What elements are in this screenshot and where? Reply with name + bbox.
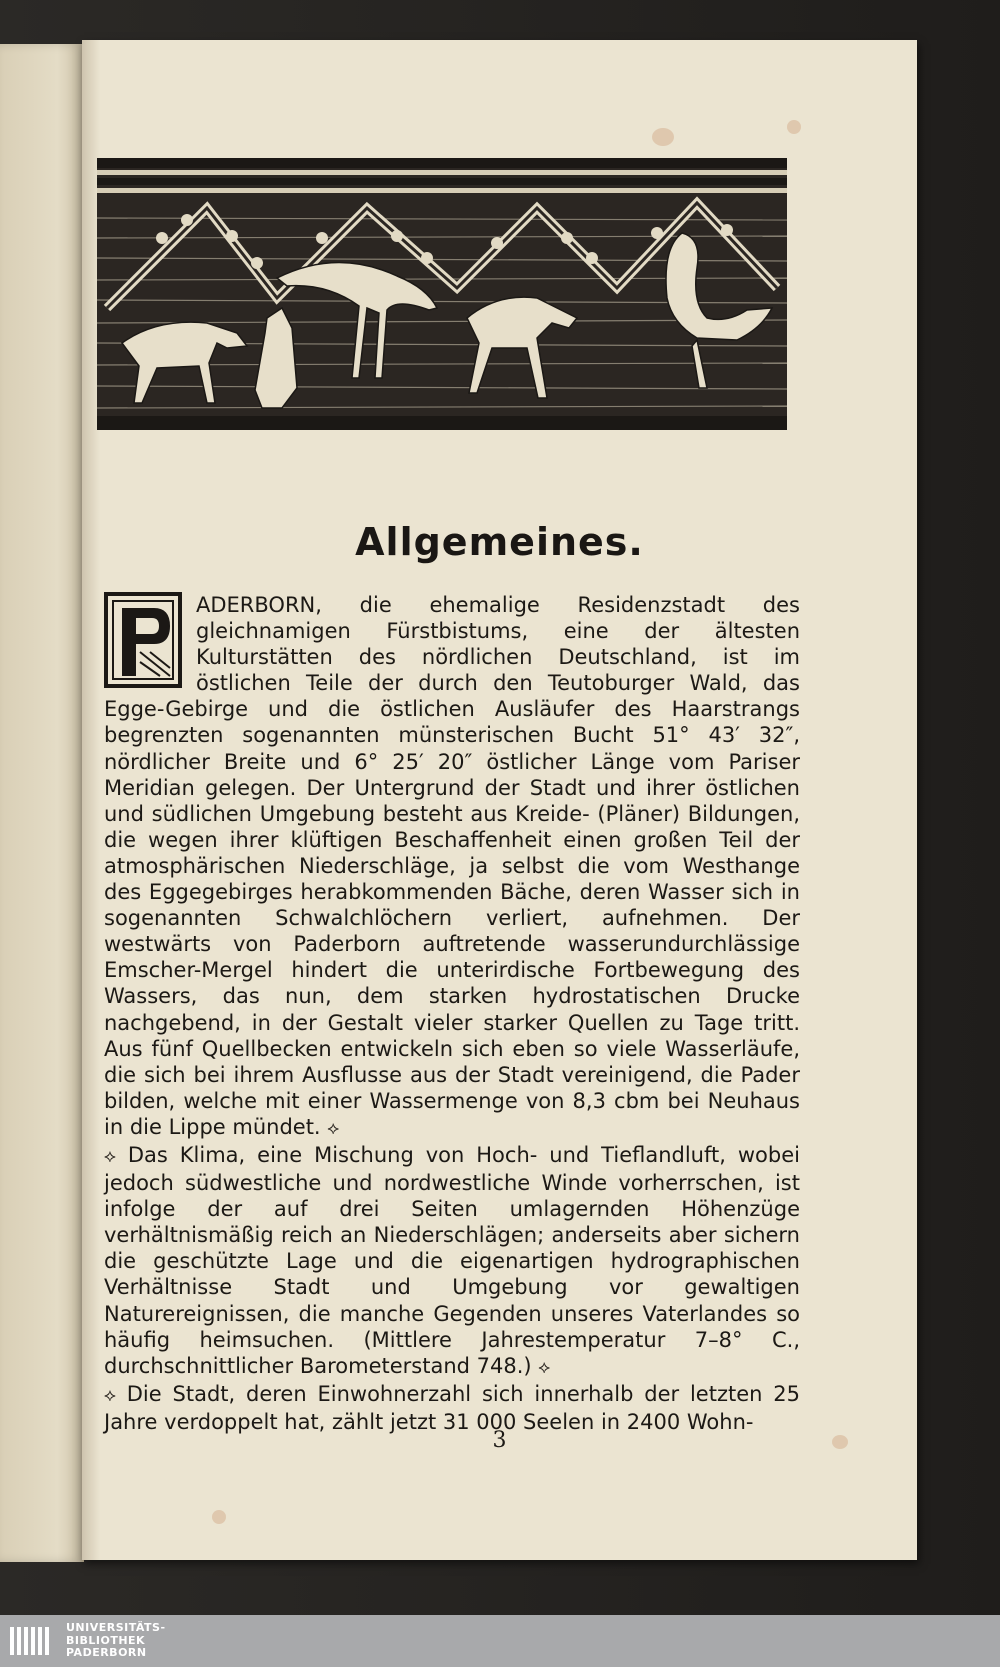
paper-stain xyxy=(212,1510,226,1524)
paragraph-2 xyxy=(104,1142,800,1381)
ornament-icon: ⟡ xyxy=(104,1384,116,1406)
page-number: 3 xyxy=(492,1428,507,1453)
decorative-initial-p xyxy=(104,592,182,688)
page-title: Allgemeines. xyxy=(355,520,644,564)
paragraph-1 xyxy=(104,592,800,1142)
logo-line-1: UNIVERSITÄTS- xyxy=(66,1621,166,1634)
paragraph-3-text: Die Stadt, deren Einwohnerzahl sich innerhalb der letzten 25 Jahre verdoppelt hat, zählt jetzt 31 000 Seelen in 2400 Wohn- xyxy=(104,1381,800,1434)
paragraph-1-text: ADERBORN, die ehemalige Residenzstadt des gleichnamigen Fürstbistums, eine der ältesten Kulturstätten des nördlichen Deutschland, ist im östlichen Teile der durch den Teutoburger Wald, das Egge-Gebirge und die östlichen Ausläufer des Haarstrangs begrenzten sogenannten münsterischen Bucht 51° 43′ 32″, nördlicher Breite und 6° 25′ 20″ östlicher Länge vom Pariser Meridian gelegen. Der Untergrund der Stadt und ihrer östlichen und südlichen Umgebung besteht aus Kreide- (Pläner) Bildungen, die wegen ihrer klüftigen Beschaffenheit einen großen Teil der atmosphärischen Niederschläge, ja selbst die vom Westhange des Eggegebirges herabkommenden Bäche, deren Wasser sich in sogenannten Schwalchlöchern verliert, aufnehmen. Der westwärts von Paderborn auftretende wasserundurchlässige Emscher-Mergel hindert die unterirdische Fortbewegung des Wassers, das nun, dem starken hydrostatischen Drucke nachgebend, in der Gestalt vieler starker Quellen zu Tage tritt. Aus fünf Quellbecken entwickeln sich eben so viele Wasserläufe, die sich bei ihrem Ausflusse aus der Stadt vereinigend, die Pader bilden, welche mit einer Wassermenge von 8,3 cbm bei Neuhaus in die Lippe mündet. xyxy=(104,593,800,1139)
paper-stain xyxy=(787,120,801,134)
paper-stain xyxy=(652,128,674,146)
ornament-icon: ⟡ xyxy=(327,1117,340,1139)
left-page-edge xyxy=(0,44,84,1562)
logo-line-2: BIBLIOTHEK xyxy=(66,1633,146,1647)
library-logo-icon xyxy=(10,1623,56,1659)
woodcut-illustration xyxy=(97,158,787,430)
body-text xyxy=(104,592,800,1435)
library-logo-text xyxy=(66,1622,166,1660)
logo-line-3: PADERBORN xyxy=(66,1646,147,1659)
library-footer-bar xyxy=(0,1615,1000,1667)
ornament-icon: ⟡ xyxy=(104,1145,116,1167)
book-page xyxy=(82,40,917,1560)
paragraph-2-text: Das Klima, eine Mischung von Hoch- und Tieflandluft, wobei jedoch südwestliche und nordwestliche Winde vorherrschen, ist infolge der auf drei Seiten umlagernden Höhenzüge verhältnismäßig reich an Niederschlägen; anderseits aber sichern die geschützte Lage und die eigenartigen hydrographischen Verhältnisse Stadt und Umgebung vor gewaltigen Naturereignissen, die manche Gegenden unseres Vaterlandes so häufig heimsuchen. (Mittlere Jahrestemperatur 7–8° C., durchschnittlicher Barometerstand 748.) xyxy=(104,1142,800,1378)
ornament-icon: ⟡ xyxy=(538,1356,551,1378)
paragraph-3 xyxy=(104,1381,800,1435)
